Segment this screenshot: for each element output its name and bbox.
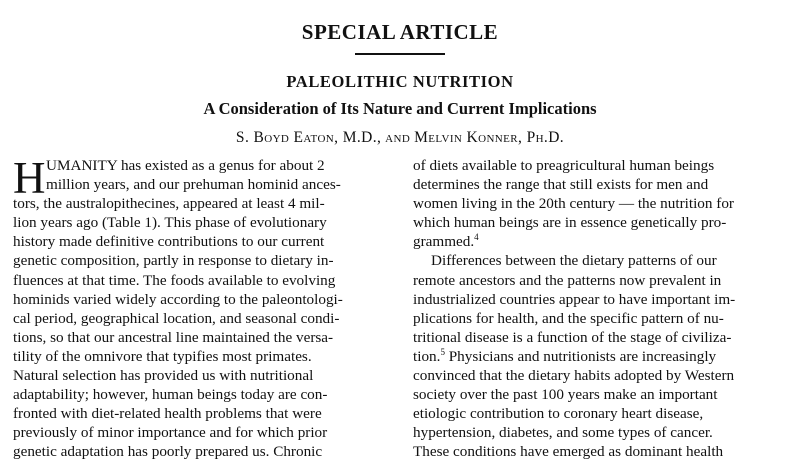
text-line: tritional disease is a function of the stage of civiliza-: [413, 328, 732, 346]
text-line: These conditions have emerged as dominant health: [413, 443, 724, 461]
author-name: S. Boyd Eaton: [235, 129, 335, 146]
article-title: PALEOLITHIC NUTRITION: [286, 72, 514, 91]
left-column: [13, 153, 388, 462]
author-name: Melvin Konner: [414, 129, 519, 146]
text-line: hypertension, diabetes, and some types of cancer.: [413, 424, 713, 442]
author-degree: , Ph.D.: [518, 129, 565, 146]
text-segment: grammed.: [413, 233, 475, 251]
text-line: plications for health, and the specific pattern of nu-: [413, 309, 724, 327]
text-segment: Physicians and nutritionists are increasingly: [448, 347, 717, 365]
text-line: history made definitive contributions to our current: [13, 233, 325, 251]
text-line: genetic adaptation has poorly prepared us. Chronic: [13, 443, 323, 461]
text-segment: tion.: [413, 347, 441, 365]
text-line: society over the past 100 years make an important: [413, 386, 718, 404]
text-line: convinced that the dietary habits adopted by Western: [413, 367, 735, 385]
text-line: tors, the australopithecines, appeared at least 4 mil-: [13, 195, 325, 213]
author-conjunction: and: [385, 129, 411, 146]
text-line: Differences between the dietary patterns of our: [431, 252, 717, 270]
text-line: hominids varied widely according to the paleontologi-: [13, 290, 343, 308]
text-line: which human beings are in essence genetically pro-: [413, 214, 727, 232]
text-line: women living in the 20th century — the nutrition for: [413, 195, 734, 213]
text-line: of diets available to preagricultural human beings: [413, 157, 715, 174]
author-degree: , M.D.,: [334, 129, 382, 146]
text-line: [413, 347, 788, 366]
text-line: Natural selection has provided us with nutritional: [13, 367, 314, 385]
text-line: tility of the omnivore that typifies most primates.: [13, 347, 312, 365]
text-line: fluences at that time. The foods available to evolving: [13, 271, 336, 289]
text-line: etiologic contribution to coronary heart disease,: [413, 405, 704, 423]
text-line: adaptability; however, human beings today are con-: [13, 386, 328, 404]
text-line: UMANITY has existed as a genus for about 2: [46, 157, 325, 174]
text-line: genetic composition, partly in response to dietary in-: [13, 252, 334, 270]
text-line: cal period, geographical location, and seasonal condi-: [13, 309, 340, 327]
article-subtitle: A Consideration of Its Nature and Current Implications: [203, 99, 597, 118]
text-line: industrialized countries appear to have important im-: [413, 290, 736, 308]
text-line: tions, so that our ancestral line maintained the versa-: [13, 328, 334, 346]
section-heading: SPECIAL ARTICLE: [301, 20, 499, 44]
text-line: determines the range that still exists for men and: [413, 176, 709, 194]
footnote-ref: 5: [440, 346, 445, 357]
text-line: million years, and our prehuman hominid ances-: [46, 176, 341, 194]
text-line: fronted with diet-related health problems that were: [13, 405, 322, 423]
drop-cap: H: [13, 153, 46, 203]
text-line: lion years ago (Table 1). This phase of evolutionary: [13, 214, 327, 232]
footnote-ref: 4: [474, 232, 479, 243]
author-line: [0, 129, 800, 147]
text-line: remote ancestors and the patterns now prevalent in: [413, 271, 722, 289]
text-line: [413, 232, 788, 251]
text-line: previously of minor importance and for which prior: [13, 424, 328, 442]
title-divider: [355, 53, 445, 55]
right-column: [413, 156, 788, 462]
